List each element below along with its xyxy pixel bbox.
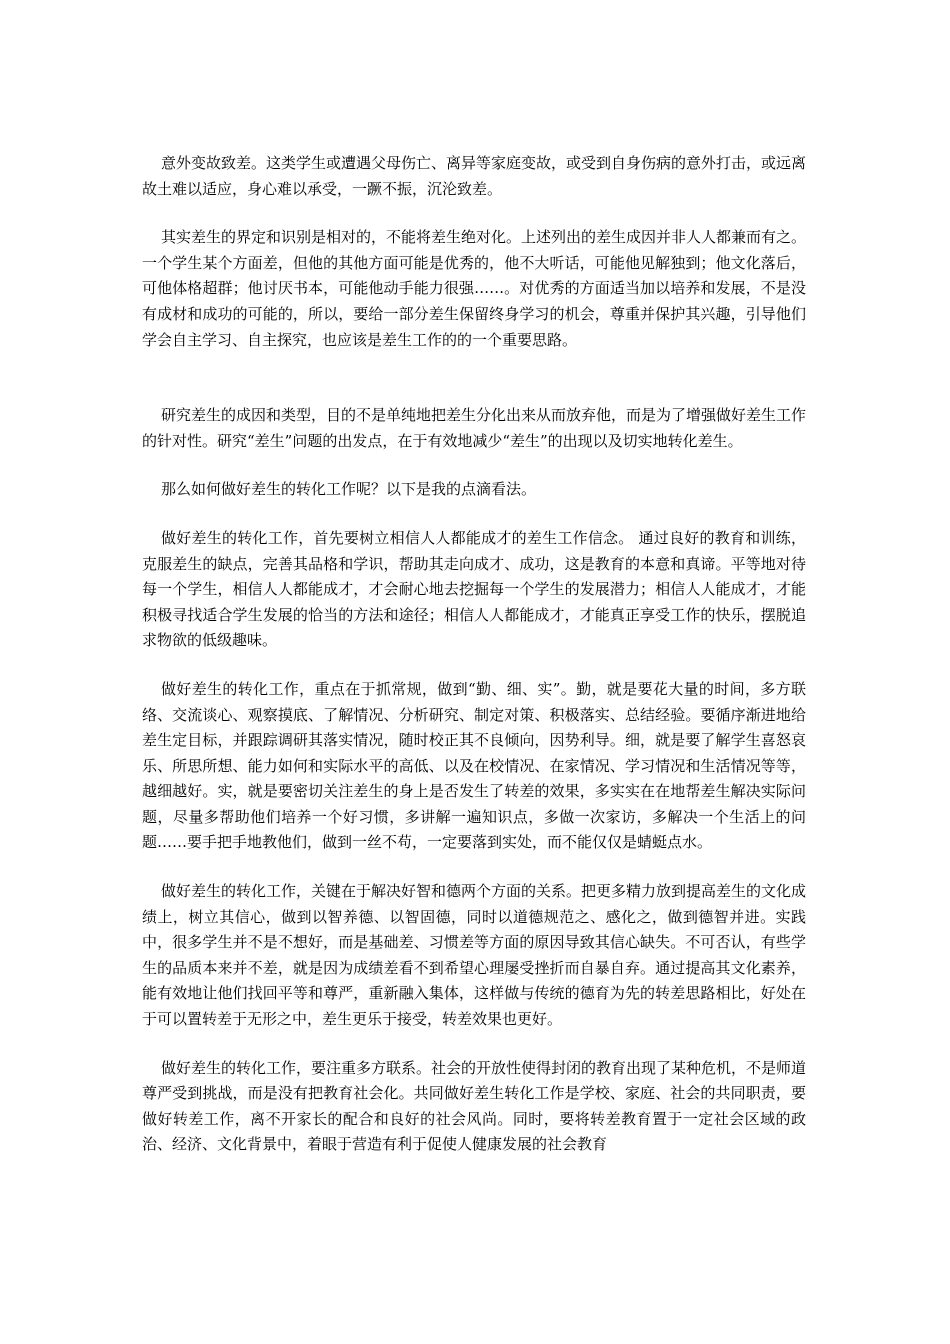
paragraph-transition-question: 那么如何做好差生的转化工作呢？以下是我的点滴看法。 <box>161 480 537 499</box>
paragraph-research-purpose: 研究差生的成因和类型，目的不是单纯地把差生分化出来从而放弃他，而是为了增强做好差生工作的针对性。研究“差生”问题的出发点，在于有效地减少“差生”的出现以及切实地转化差生。 <box>142 406 807 450</box>
paragraph-belief: 做好差生的转化工作，首先要树立相信人人都能成才的差生工作信念。 通过良好的教育和训练，克服差生的缺点，完善其品格和学识，帮助其走向成才、成功，这是教育的本意和真谛。平等地对待每一个学生，相信人人都能成才，才会耐心地去挖掘每一个学生的发展潜力；相信人人能成才，才能积极寻找适合学生发展的恰当的方法和途径；相信人人都能成才，才能真正享受工作的快乐，摆脱追求物欲的低级趣味。 <box>142 528 806 650</box>
paragraph-intellect-morality: 做好差生的转化工作，关键在于解决好智和德两个方面的关系。把更多精力放到提高差生的文化成绩上，树立其信心，做到以智养德、以智固德，同时以道德规范之、感化之，做到德智并进。实践中，很多学生并不是不想好，而是基础差、习惯差等方面的原因导致其信心缺失。不可否认，有些学生的品质本来并不差，就是因为成绩差看不到希望心理屡受挫折而自暴自弃。通过提高其文化素养，能有效地让他们找回平等和尊严，重新融入集体，这样做与传统的德育为先的转差思路相比，好处在于可以置转差于无形之中，差生更乐于接受，转差效果也更好。 <box>142 882 807 1029</box>
paragraph-routine: 做好差生的转化工作，重点在于抓常规，做到“勤、细、实”。勤，就是要花大量的时间，多方联络、交流谈心、观察摸底、了解情况、分析研究、制定对策、积极落实、总结经验。要循序渐进地给差生定目标，并跟踪调研其落实情况，随时校正其不良倾向，因势利导。细，就是要了解学生喜怒哀乐、所思所想、能力如何和实际水平的高低、以及在校情况、在家情况、学习情况和生活情况等等，越细越好。实，就是要密切关注差生的身上是否发生了转差的效果，多实实在在地帮差生解决实际问题，尽量多帮助他们培养一个好习惯，多讲解一遍知识点，多做一次家访，多解决一个生活上的问题……要手把手地教他们，做到一丝不苟，一定要落到实处，而不能仅仅是蜻蜓点水。 <box>142 679 806 852</box>
paragraph-multi-party: 做好差生的转化工作，要注重多方联系。社会的开放性使得封闭的教育出现了某种危机，不是师道尊严受到挑战，而是没有把教育社会化。共同做好差生转化工作是学校、家庭、社会的共同职责，要做好转差工作，离不开家长的配合和良好的社会风尚。同时，要将转差教育置于一定社会区域的政治、经济、文化背景中，着眼于营造有利于促使人健康发展的社会教育 <box>142 1058 807 1154</box>
paragraph-relative-definition: 其实差生的界定和识别是相对的，不能将差生绝对化。上述列出的差生成因并非人人都兼而有之。一个学生某个方面差，但他的其他方面可能是优秀的，他不大听话，可能他见解独到；他文化落后，可他体格超群；他讨厌书本，可能他动手能力很强……。对优秀的方面适当加以培养和发展，不是没有成材和成功的可能的，所以，要给一部分差生保留终身学习的机会，尊重并保护其兴趣，引导他们学会自主学习、自主探究，也应该是差生工作的的一个重要思路。 <box>142 228 807 349</box>
document-body <box>142 151 806 1181</box>
paragraph-accidental-causes: 意外变故致差。这类学生或遭遇父母伤亡、离异等家庭变故，或受到自身伤病的意外打击，或远离故土难以适应，身心难以承受，一蹶不振，沉沦致差。 <box>142 154 807 198</box>
